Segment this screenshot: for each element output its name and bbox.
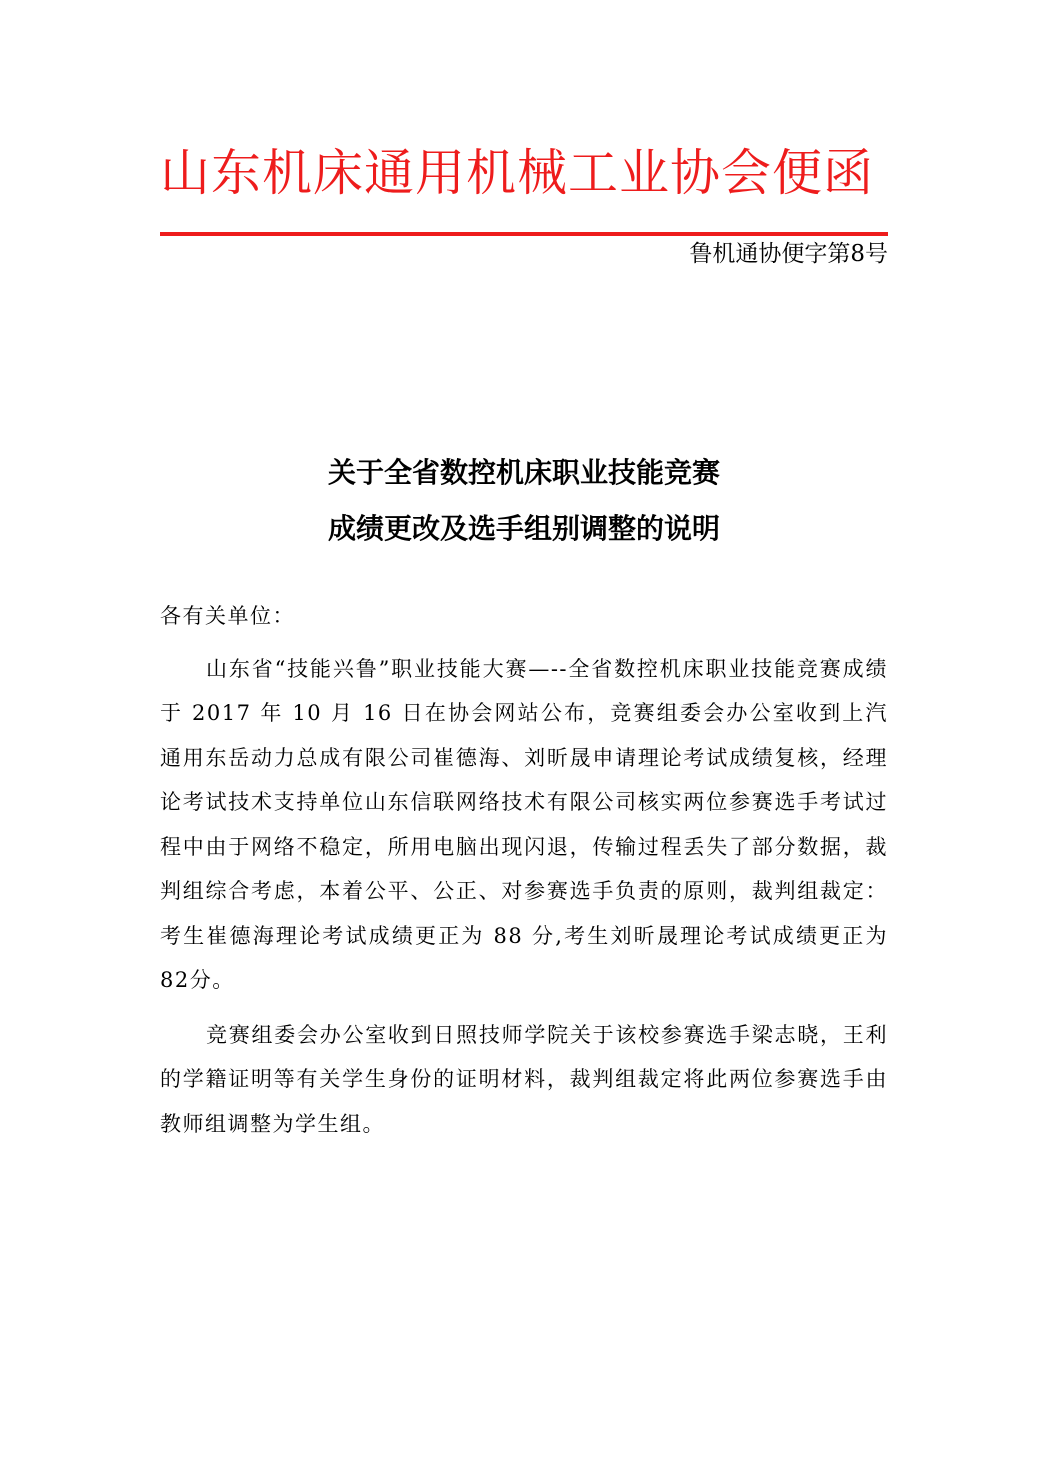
paragraph-score-correction: 山东省“技能兴鲁”职业技能大赛—--全省数控机床职业技能竞赛成绩于 2017 年 10 月 16 日在协会网站公布，竞赛组委会办公室收到上汽通用东岳动力总成有限公司崔德海、刘昕晟申请理论考试成绩复核，经理论考试技术支持单位山东信联网络技术有限公司核实两位参赛选手考试过程中由于网络不稳定，所用电脑出现闪退，传输过程丢失了部分数据，裁判组综合考虑，本着公平、公正、对参赛选手负责的原则，裁判组裁定：考生崔德海理论考试成绩更正为 88 分,考生刘昕晟理论考试成绩更正为 82分。	[160, 656, 888, 992]
paragraph-group-adjustment: 竞赛组委会办公室收到日照技师学院关于该校参赛选手梁志晓，王利的学籍证明等有关学生身份的证明材料，裁判组裁定将此两位参赛选手由教师组调整为学生组。	[160, 1022, 888, 1136]
letterhead-divider	[160, 232, 888, 236]
document-number: 鲁机通协便字第8号	[689, 241, 888, 267]
subject-line-1: 关于全省数控机床职业技能竞赛	[327, 456, 720, 489]
document-body	[160, 594, 888, 1146]
letterhead-title: 山东机床通用机械工业协会便函	[160, 144, 874, 202]
subject-line-2: 成绩更改及选手组别调整的说明	[327, 512, 720, 545]
salutation: 各有关单位：	[160, 604, 295, 628]
document-subject	[160, 445, 888, 557]
